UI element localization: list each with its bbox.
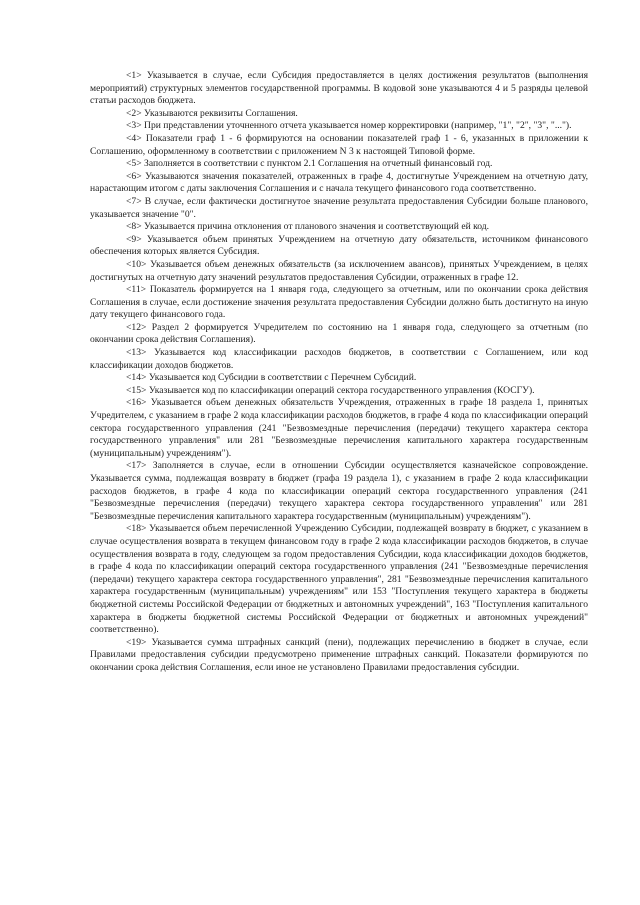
footnote-19: <19> Указывается сумма штрафных санкций (пени), подлежащих перечислению в бюджет в случае, если Правилами предоставления субсидии предусмотрено применение штрафных санкций. Показатели формируются по окончании срока действия Соглашения, если иное не установлено Правилами предоставления субсидии. (90, 636, 588, 673)
footnote-1: <1> Указывается в случае, если Субсидия предоставляется в целях достижения результатов (выполнения мероприятий) структурных элементов государственной программы. В кодовой зоне указываются 4 и 5 разряды целевой статьи расходов бюджета. (90, 70, 588, 107)
footnote-14: <14> Указывается код Субсидии в соответствии с Перечнем Субсидий. (126, 372, 417, 384)
footnote-15: <15> Указывается код по классификации операций сектора государственного управления (КОСГУ). (126, 384, 535, 396)
footnote-16: <16> Указывается объем денежных обязательств Учреждения, отраженных в графе 18 раздела 1, принятых Учредителем, с указанием в графе 2 кода классификации расходов бюджетов, в графе 4 кода по классификации операций сектора государственного управления (241 "Безвозмездные перечисления (передачи) текущего характера сектора государственного управления" или 281 "Безвозмездные перечисления капитального характера государственным (муниципальным) учреждениям"). (90, 397, 588, 459)
footnote-10: <10> Указывается объем денежных обязательств (за исключением авансов), принятых Учреждением, в целях достигнутых на отчетную дату значений результатов предоставления Субсидии, отраженных в графе 12. (90, 258, 588, 283)
footnote-7: <7> В случае, если фактически достигнутое значение результата предоставления Субсидии больше планового, указывается значение "0". (90, 195, 588, 220)
footnote-12: <12> Раздел 2 формируется Учредителем по состоянию на 1 января года, следующего за отчетным (по окончании срока действия Соглашения). (90, 321, 588, 346)
footnote-4: <4> Показатели граф 1 - 6 формируются на основании показателей граф 1 - 6, указанных в приложении к Соглашению, оформленному в соответствии с приложением N 3 к настоящей Типовой форме. (90, 132, 588, 157)
footnote-17: <17> Заполняется в случае, если в отношении Субсидии осуществляется казначейское сопровождение. Указывается сумма, подлежащая возврату в бюджет (графа 19 раздела 1), с указанием в графе 2 кода классификации расходов бюджетов, в графе 4 кода по классификации операций сектора государственного управления (241 "Безвозмездные перечисления (передачи) текущего характера сектора государственного управления" или 281 "Безвозмездные перечисления капитального характера государственным (муниципальным) учреждениям"). (90, 460, 588, 522)
footnote-9: <9> Указывается объем принятых Учреждением на отчетную дату обязательств, источником финансового обеспечения которых является Субсидия. (90, 233, 588, 258)
footnote-11: <11> Показатель формируется на 1 января года, следующего за отчетным, или по окончании срока действия Соглашения в случае, если достижение значения результата предоставления Субсидии должно быть достигнуто на иную дату текущего финансового года. (90, 284, 588, 321)
footnote-3: <3> При представлении уточненного отчета указывается номер корректировки (например, "1", "2", "3", "..."). (126, 120, 572, 132)
footnote-18: <18> Указывается объем перечисленной Учреждению Субсидии, подлежащей возврату в бюджет, с указанием в случае осуществления возврата в текущем финансовом году в графе 2 кода классификации расходов бюджетов, в случае осуществления возврата в году, следующем за годом предоставления Субсидии, кода классификации доходов бюджетов, в графе 4 кода по классификации операций сектора государственного управления (241 "Безвозмездные перечисления (передачи) текущего характера сектора государственного управления", 281 "Безвозмездные перечисления капитального характера государственным (муниципальным) учреждениям" или 153 "Поступления текущего характера в бюджеты бюджетной системы Российской Федерации от бюджетных и автономных учреждений", 163 "Поступления капитального характера в бюджеты бюджетной системы Российской Федерации от бюджетных и автономных учреждений" соответственно). (90, 523, 588, 636)
footnote-6: <6> Указываются значения показателей, отраженных в графе 4, достигнутые Учреждением на отчетную дату, нарастающим итогом с даты заключения Соглашения и с начала текущего финансового года соответственно. (90, 170, 588, 195)
footnote-13: <13> Указывается код классификации расходов бюджетов, в соответствии с Соглашением, или код классификации доходов бюджетов. (90, 347, 588, 371)
footnote-8: <8> Указывается причина отклонения от планового значения и соответствующий ей код. (126, 221, 490, 233)
footnote-5: <5> Заполняется в соответствии с пунктом 2.1 Соглашения на отчетный финансовый год. (126, 158, 493, 170)
footnote-2: <2> Указываются реквизиты Соглашения. (126, 107, 298, 119)
